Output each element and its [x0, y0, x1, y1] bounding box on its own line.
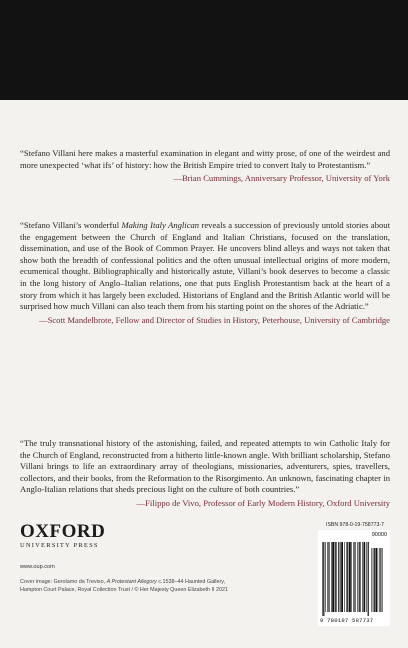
- barcode-digits: 9 780197 587737: [320, 617, 374, 624]
- barcode-addon-bar: [379, 548, 380, 612]
- quote-segment: “The truly transnational history of the astonishing, failed, and repeated attempts to win Catholic Italy for the Church of England, reconstructed from a hitherto little-known angle. With brilliant scholarship, Stefano Villani brings to life an extraordinary array of theologians, missionaries, adventurers, spies, travellers, collectors, and their books, from the Reformation to the Risorgimento. An unknown, fascinating chapter in Anglo-Italian relations that sheds precious light on the culture of both countries.”: [20, 438, 390, 495]
- quote-attribution: —Brian Cummings, Anniversary Professor, University of York: [173, 173, 390, 184]
- price-code: 90000: [371, 532, 387, 538]
- barcode-addon-bar: [371, 548, 372, 612]
- barcode-bar: [357, 542, 358, 612]
- endorsement-2: [20, 220, 390, 326]
- quote-segment: reveals a succession of previously untold stories about the engagement between the Church of England and Italian Christians, focused on the translation, dissemination, and use of the Book of Common Prayer. He uncovers blind alleys and ways not taken that show both the breadth of confessional politics and the often unusual intellectual origins of more modern, ecumenical thought. Bibliographically and historically astute, Villani’s book deserves to become a classic in the long history of Anglo–Italian relations, one that puts English Protestantism back at the heart of a story from which it has largely been excluded. Historians of England and the British Atlantic world will be surprised how much Villani can also teach them from his starting point on the shores of the Adriatic.”: [20, 220, 390, 312]
- credit-text: Cover image: Gerolamo da Treviso,: [20, 579, 107, 585]
- barcode-addon-bar: [380, 548, 381, 612]
- barcode-bar: [359, 542, 360, 612]
- barcode-addon-bar: [374, 548, 375, 612]
- barcode-bar: [322, 542, 323, 616]
- barcode-bar: [354, 542, 355, 612]
- barcode-bar: [363, 542, 365, 612]
- barcode-bar: [340, 542, 341, 612]
- barcode-bar: [360, 542, 361, 612]
- barcode-addon-bar: [378, 548, 379, 612]
- barcode-bar: [336, 542, 337, 612]
- barcode-bar: [353, 542, 354, 612]
- barcode-bar: [327, 542, 328, 612]
- barcode-bar: [338, 542, 339, 612]
- barcode-bar: [335, 542, 336, 612]
- book-title: Making Italy Anglican: [121, 220, 200, 230]
- barcode-bar: [349, 542, 351, 612]
- top-dark-band: [0, 0, 408, 100]
- quote-attribution: —Filippo de Vivo, Professor of Early Modern History, Oxford University: [136, 497, 390, 508]
- barcode-bar: [341, 542, 343, 612]
- barcode-bar: [331, 542, 332, 612]
- barcode-bar: [368, 542, 369, 616]
- credit-artwork-title: A Protestant Allegory: [106, 579, 157, 585]
- publisher-subname: UNIVERSITY PRESS: [20, 542, 99, 549]
- barcode-addon-bar: [375, 548, 377, 612]
- endorsement-1: [20, 148, 390, 185]
- barcode-bar: [346, 542, 347, 612]
- publisher-url: www.oup.com: [20, 564, 55, 570]
- quote-text: [20, 148, 390, 171]
- publisher-name: OXFORD: [20, 521, 106, 542]
- barcode-bars: [318, 530, 390, 626]
- credit-line-1: [20, 578, 320, 586]
- quote-text: [20, 438, 390, 496]
- barcode-bar: [366, 542, 367, 612]
- barcode-bar: [323, 542, 324, 616]
- barcode-bar: [332, 542, 334, 612]
- barcode-bar: [344, 542, 345, 612]
- barcode-bar: [325, 542, 326, 612]
- barcode-bar: [351, 542, 352, 612]
- barcode-bar: [362, 542, 363, 612]
- barcode-addon-bar: [382, 548, 383, 612]
- isbn-label: ISBN 978-0-19-758773-7: [326, 522, 384, 528]
- quote-segment: “Stefano Villani’s wonderful: [20, 220, 122, 230]
- cover-image-credit: [20, 578, 320, 594]
- quote-text: [20, 220, 390, 313]
- barcode: [318, 530, 390, 626]
- publisher-logo: [20, 522, 105, 550]
- credit-line-2: Hampton Court Palace, Royal Collection Trust / © Her Majesty Queen Elizabeth II 2021: [20, 587, 229, 593]
- barcode-bar: [329, 542, 330, 612]
- endorsement-3: [20, 438, 390, 510]
- quote-attribution: —Scott Mandelbrote, Fellow and Director of Studies in History, Peterhouse, University of Cambridge: [38, 314, 390, 325]
- barcode-addon-bar: [373, 548, 374, 612]
- credit-text: c.1538–44 Haunted Gallery,: [156, 579, 226, 585]
- barcode-bar: [347, 542, 348, 612]
- quote-segment: “Stefano Villani here makes a masterful examination in elegant and witty prose, of one of the weirdest and more unexpected ‘what ifs’ of history: how the British Empire tried to convert Italy to Protestantism.”: [20, 148, 390, 170]
